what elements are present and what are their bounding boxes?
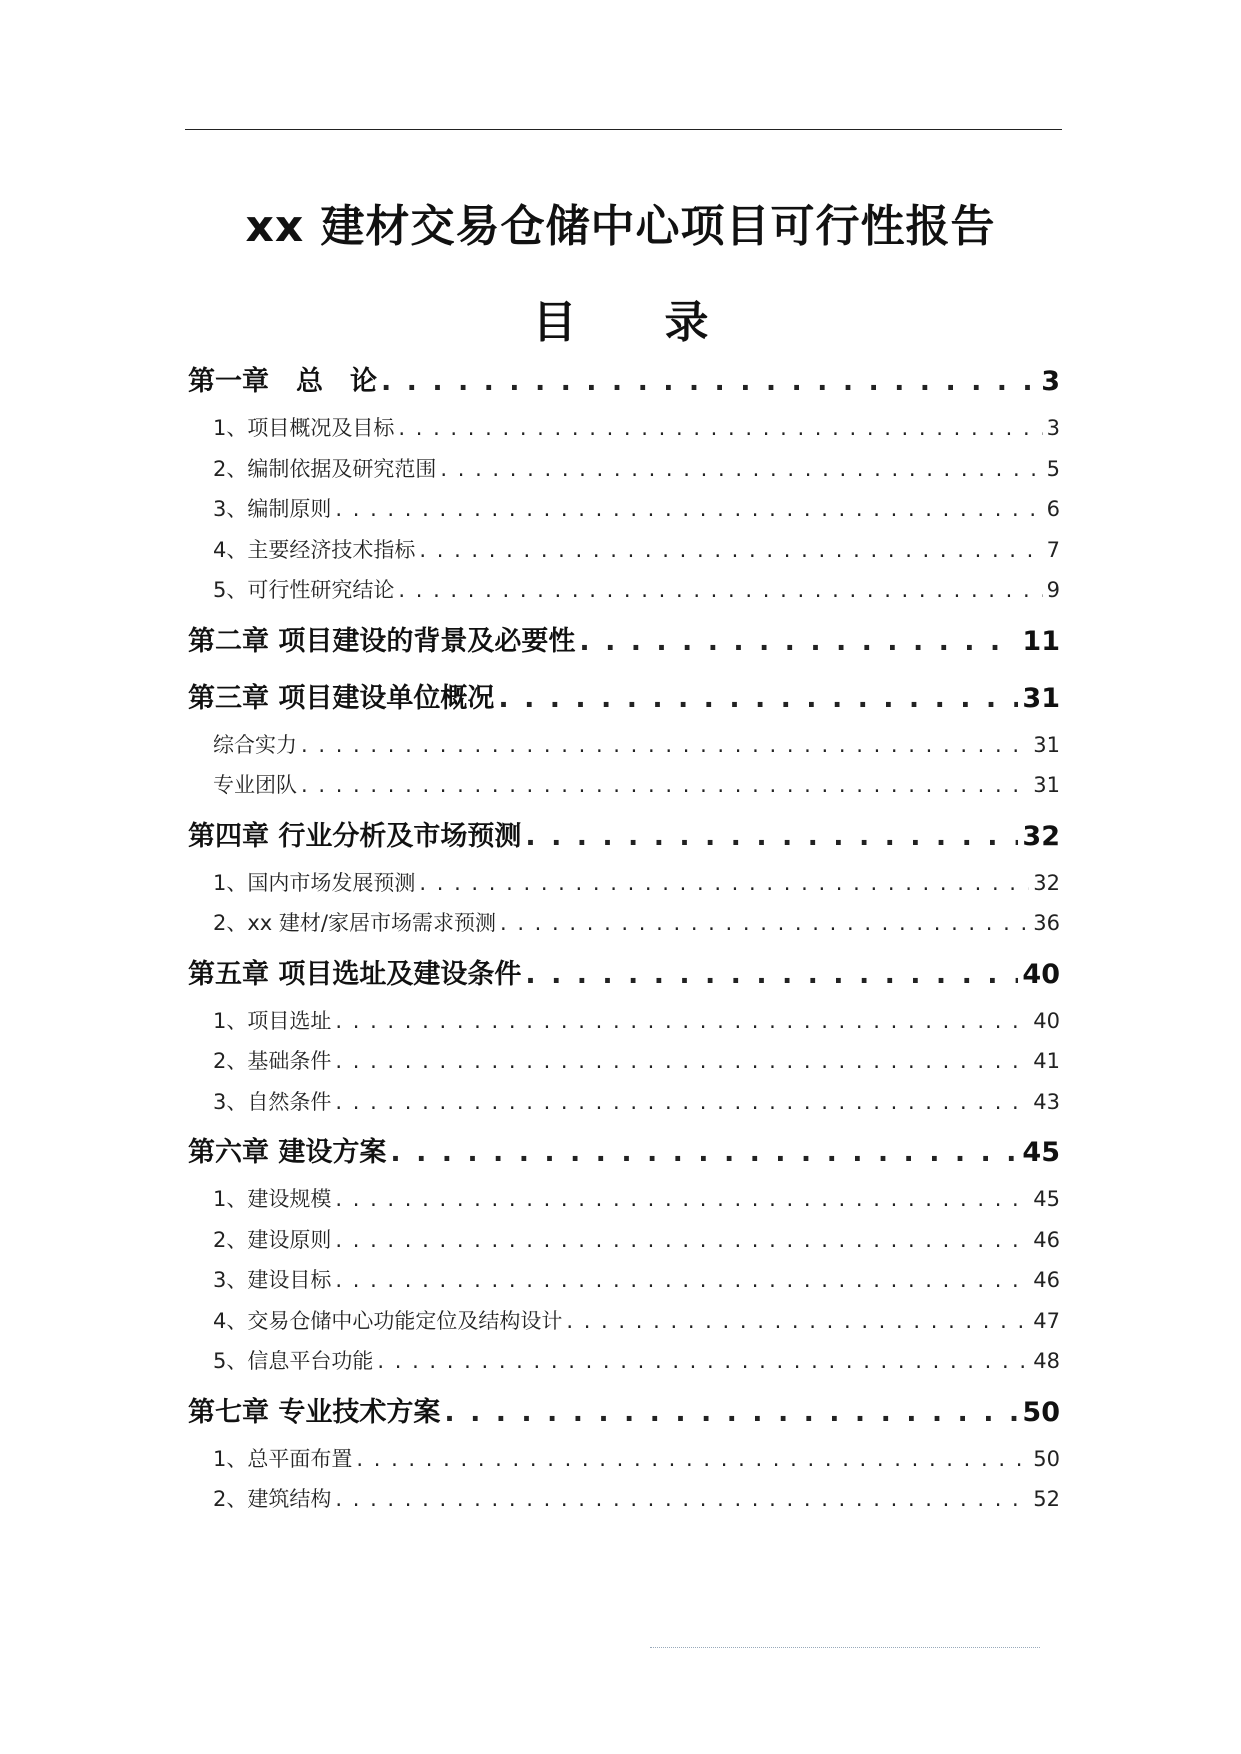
toc-entry-label: 第七章 专业技术方案 bbox=[188, 1396, 441, 1428]
toc-entry-label: 3、建设目标 bbox=[213, 1268, 332, 1292]
toc-page-number: 46 bbox=[1033, 1227, 1060, 1252]
toc-chapter-entry[interactable] bbox=[188, 616, 1060, 668]
toc-entry-label: 3、自然条件 bbox=[213, 1089, 332, 1114]
toc-page-number: 6 bbox=[1046, 497, 1060, 521]
toc-section-entry[interactable] bbox=[188, 449, 1060, 490]
toc-entry-label: 综合实力 bbox=[213, 732, 297, 757]
toc-dot-leader bbox=[566, 1301, 1029, 1342]
toc-heading bbox=[0, 286, 1241, 350]
toc-section-entry[interactable] bbox=[188, 863, 1060, 904]
toc-section-entry[interactable] bbox=[188, 1439, 1060, 1480]
toc-entry-label: 1、项目概况及目标 bbox=[213, 416, 395, 440]
toc-entry-label: 1、项目选址 bbox=[213, 1008, 332, 1033]
toc-page-number: 40 bbox=[1033, 1008, 1060, 1033]
toc-entry-label: 第一章 总 论 bbox=[188, 366, 377, 397]
toc-entry-label: 第五章 项目选址及建设条件 bbox=[188, 958, 522, 990]
toc-page-number: 50 bbox=[1022, 1396, 1060, 1428]
toc-section-entry[interactable] bbox=[188, 1260, 1060, 1301]
toc-dot-leader bbox=[381, 356, 1037, 408]
toc-page-number: 32 bbox=[1022, 820, 1060, 852]
toc-heading-char-1: 目 bbox=[532, 297, 577, 348]
document-title: xx 建材交易仓储中心项目可行性报告 bbox=[245, 201, 996, 252]
toc-entry-label: 4、交易仓储中心功能定位及结构设计 bbox=[213, 1308, 563, 1333]
toc-dot-leader bbox=[335, 1001, 1029, 1042]
toc-page-number: 3 bbox=[1041, 366, 1060, 397]
toc-chapter-entry[interactable] bbox=[188, 673, 1060, 725]
toc-entry-label: 5、可行性研究结论 bbox=[213, 578, 395, 602]
toc-page-number: 47 bbox=[1033, 1308, 1060, 1333]
toc-dot-leader bbox=[335, 1041, 1029, 1082]
toc-section-entry[interactable] bbox=[188, 1179, 1060, 1220]
toc-page-number: 46 bbox=[1033, 1268, 1060, 1292]
footer-dotted-line bbox=[650, 1647, 1040, 1648]
toc-dot-leader bbox=[525, 949, 1018, 1001]
toc-dot-leader bbox=[335, 1220, 1029, 1261]
toc-dot-leader bbox=[398, 408, 1042, 449]
toc-chapter-entry[interactable] bbox=[188, 1127, 1060, 1179]
toc-dot-leader bbox=[419, 530, 1042, 571]
toc-dot-leader bbox=[335, 1260, 1029, 1301]
toc-heading-char-2: 录 bbox=[664, 297, 709, 348]
toc-entry-label: 2、建设原则 bbox=[213, 1227, 332, 1252]
toc-section-entry[interactable] bbox=[188, 765, 1060, 806]
toc-page-number: 41 bbox=[1033, 1049, 1060, 1073]
toc-page-number: 48 bbox=[1033, 1349, 1060, 1373]
toc-entry-label: 1、总平面布置 bbox=[213, 1446, 353, 1471]
toc-page-number: 43 bbox=[1033, 1089, 1060, 1114]
toc-page-number: 45 bbox=[1022, 1137, 1060, 1168]
toc-chapter-entry[interactable] bbox=[188, 1387, 1060, 1439]
toc-page-number: 3 bbox=[1046, 416, 1060, 440]
toc-entry-label: 3、编制原则 bbox=[213, 497, 332, 521]
toc-dot-leader bbox=[444, 1387, 1018, 1439]
toc-section-entry[interactable] bbox=[188, 1041, 1060, 1082]
toc-dot-leader bbox=[335, 1082, 1029, 1123]
toc-page-number: 11 bbox=[1022, 625, 1060, 657]
toc-entry-label: 1、建设规模 bbox=[213, 1187, 332, 1211]
toc-section-entry[interactable] bbox=[188, 408, 1060, 449]
toc-dot-leader bbox=[356, 1439, 1029, 1480]
toc-page-number: 50 bbox=[1033, 1446, 1060, 1471]
toc-page-number: 31 bbox=[1033, 773, 1060, 797]
toc-dot-leader bbox=[498, 673, 1018, 725]
toc-section-entry[interactable] bbox=[188, 1082, 1060, 1123]
toc-chapter-entry[interactable] bbox=[188, 949, 1060, 1001]
toc-entry-label: 2、基础条件 bbox=[213, 1049, 332, 1073]
toc-section-entry[interactable] bbox=[188, 903, 1060, 944]
toc-section-entry[interactable] bbox=[188, 530, 1060, 571]
toc-page-number: 40 bbox=[1022, 958, 1060, 990]
toc-entry-label: 第四章 行业分析及市场预测 bbox=[188, 820, 522, 852]
toc-page-number: 45 bbox=[1033, 1187, 1060, 1211]
toc-section-entry[interactable] bbox=[188, 1001, 1060, 1042]
toc-dot-leader bbox=[390, 1127, 1018, 1179]
toc-section-entry[interactable] bbox=[188, 1301, 1060, 1342]
toc-dot-leader bbox=[500, 903, 1029, 944]
toc-entry-label: 2、编制依据及研究范围 bbox=[213, 456, 437, 481]
toc-chapter-entry[interactable] bbox=[188, 356, 1060, 408]
toc-page-number: 9 bbox=[1046, 578, 1060, 602]
toc-dot-leader bbox=[301, 725, 1029, 766]
header-rule bbox=[185, 129, 1062, 130]
toc-dot-leader bbox=[419, 863, 1029, 904]
toc-section-entry[interactable] bbox=[188, 1220, 1060, 1261]
toc-entry-label: 5、信息平台功能 bbox=[213, 1349, 374, 1373]
toc-entry-label: 4、主要经济技术指标 bbox=[213, 537, 416, 562]
toc-page-number: 36 bbox=[1033, 911, 1060, 935]
toc-dot-leader bbox=[377, 1341, 1029, 1382]
toc-dot-leader bbox=[335, 1179, 1029, 1220]
toc-page-number: 31 bbox=[1022, 682, 1060, 714]
toc-entry-label: 2、建筑结构 bbox=[213, 1487, 332, 1511]
toc-dot-leader bbox=[335, 489, 1042, 530]
toc-dot-leader bbox=[335, 1479, 1029, 1520]
toc-entry-label: 1、国内市场发展预测 bbox=[213, 870, 416, 895]
toc-entry-label: 第二章 项目建设的背景及必要性 bbox=[188, 625, 576, 657]
toc-section-entry[interactable] bbox=[188, 725, 1060, 766]
toc-page-number: 52 bbox=[1033, 1487, 1060, 1511]
toc-dot-leader bbox=[301, 765, 1029, 806]
toc-dot-leader bbox=[525, 811, 1018, 863]
toc-section-entry[interactable] bbox=[188, 1341, 1060, 1382]
toc-section-entry[interactable] bbox=[188, 570, 1060, 611]
toc-page-number: 31 bbox=[1033, 732, 1060, 757]
toc-entry-label: 第三章 项目建设单位概况 bbox=[188, 682, 495, 714]
toc-page-number: 5 bbox=[1046, 456, 1060, 481]
toc-chapter-entry[interactable] bbox=[188, 811, 1060, 863]
toc-entry-label: 专业团队 bbox=[213, 773, 297, 797]
toc-section-entry[interactable] bbox=[188, 489, 1060, 530]
toc-page-number: 7 bbox=[1046, 537, 1060, 562]
toc-dot-leader bbox=[398, 570, 1042, 611]
toc-section-entry[interactable] bbox=[188, 1479, 1060, 1520]
toc-page-number: 32 bbox=[1033, 870, 1060, 895]
toc-dot-leader bbox=[579, 616, 1018, 668]
toc-entry-label: 2、xx 建材/家居市场需求预测 bbox=[213, 911, 496, 935]
toc-entry-label: 第六章 建设方案 bbox=[188, 1137, 387, 1168]
toc-dot-leader bbox=[440, 449, 1042, 490]
table-of-contents bbox=[188, 356, 1060, 1520]
